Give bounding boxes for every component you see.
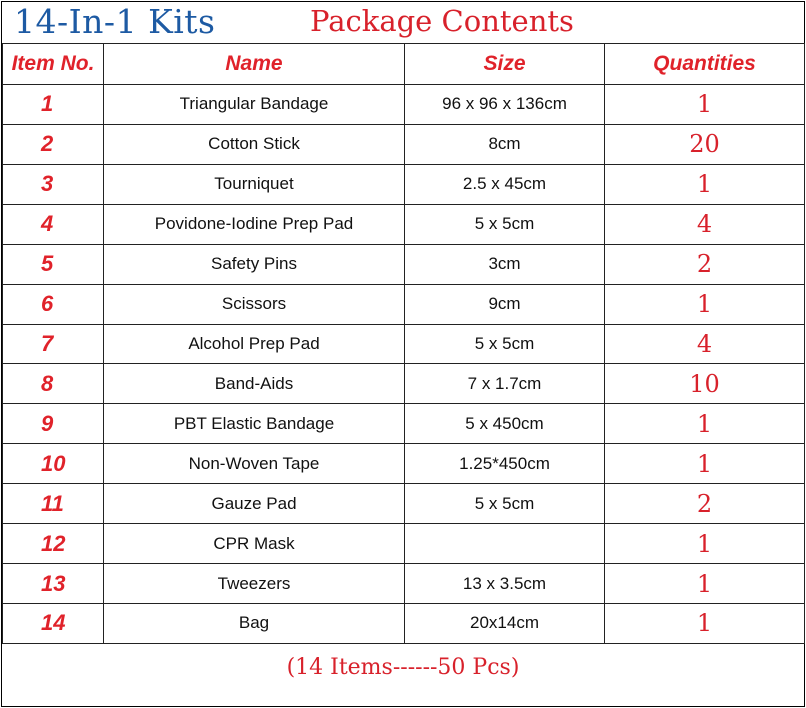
item-quantity: 1 [605,284,805,324]
item-name: PBT Elastic Bandage [104,404,405,444]
item-size: 1.25*450cm [405,444,605,484]
item-name: Safety Pins [104,244,405,284]
item-number: 12 [3,524,104,564]
item-size: 9cm [405,284,605,324]
item-quantity: 1 [605,564,805,604]
item-quantity: 1 [605,524,805,564]
column-header-name: Name [104,44,405,85]
table-row [3,404,805,444]
item-number: 8 [3,364,104,404]
table-header-row [3,44,805,85]
item-number: 5 [3,244,104,284]
item-name: Cotton Stick [104,124,405,164]
item-name: Alcohol Prep Pad [104,324,405,364]
item-size: 5 x 450cm [405,404,605,444]
table-row [3,444,805,484]
item-number: 3 [3,164,104,204]
table-row [3,524,805,564]
item-quantity: 20 [605,124,805,164]
item-number: 6 [3,284,104,324]
kit-title: 14-In-1 Kits [14,2,216,41]
table-row [3,244,805,284]
item-size: 13 x 3.5cm [405,564,605,604]
table-row [3,324,805,364]
column-header-quantities: Quantities [605,44,805,85]
item-name: Scissors [104,284,405,324]
item-size: 96 x 96 x 136cm [405,85,605,125]
table-row [3,484,805,524]
item-size [405,524,605,564]
item-quantity: 4 [605,324,805,364]
item-name: CPR Mask [104,524,405,564]
item-number: 4 [3,204,104,244]
table-row [3,85,805,125]
table-row [3,364,805,404]
item-quantity: 1 [605,85,805,125]
item-name: Povidone-Iodine Prep Pad [104,204,405,244]
item-number: 1 [3,85,104,125]
item-name: Bag [104,603,405,643]
item-number: 7 [3,324,104,364]
package-contents-heading: Package Contents [310,4,574,38]
item-size: 2.5 x 45cm [405,164,605,204]
item-number: 9 [3,404,104,444]
item-name: Triangular Bandage [104,85,405,125]
item-number: 14 [3,603,104,643]
summary-footer: (14 Items------50 Pcs) [286,655,520,680]
item-quantity: 10 [605,364,805,404]
item-size: 5 x 5cm [405,484,605,524]
item-name: Non-Woven Tape [104,444,405,484]
item-name: Tourniquet [104,164,405,204]
item-size: 5 x 5cm [405,324,605,364]
table-row [3,164,805,204]
item-quantity: 1 [605,164,805,204]
item-name: Band-Aids [104,364,405,404]
item-number: 11 [3,484,104,524]
table-row [3,603,805,643]
table-row [3,564,805,604]
column-header-item-no: Item No. [3,44,104,85]
item-quantity: 2 [605,484,805,524]
item-name: Gauze Pad [104,484,405,524]
item-name: Tweezers [104,564,405,604]
table-row [3,204,805,244]
table-row [3,284,805,324]
item-size: 7 x 1.7cm [405,364,605,404]
item-quantity: 1 [605,603,805,643]
item-quantity: 2 [605,244,805,284]
item-quantity: 1 [605,404,805,444]
item-size: 5 x 5cm [405,204,605,244]
table-row [3,124,805,164]
contents-table [2,43,805,644]
item-number: 13 [3,564,104,604]
item-number: 10 [3,444,104,484]
item-size: 20x14cm [405,603,605,643]
item-quantity: 4 [605,204,805,244]
item-size: 8cm [405,124,605,164]
item-number: 2 [3,124,104,164]
column-header-size: Size [405,44,605,85]
item-size: 3cm [405,244,605,284]
item-quantity: 1 [605,444,805,484]
